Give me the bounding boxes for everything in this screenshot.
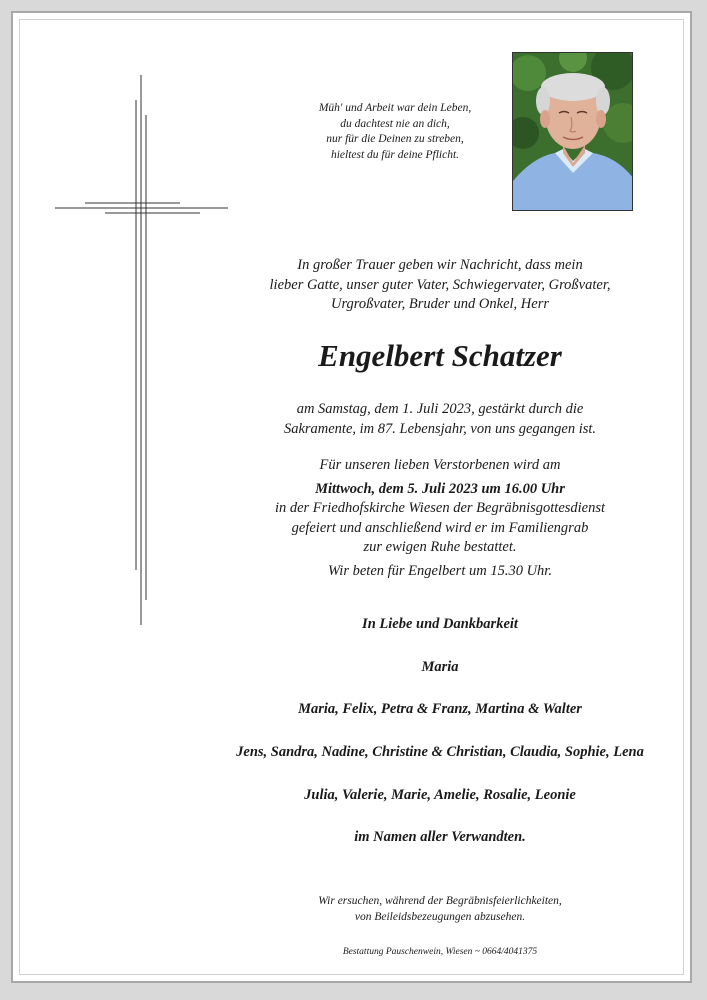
funeral-location-line: zur ewigen Ruhe bestattet. (363, 539, 517, 555)
funeral-information (220, 456, 660, 581)
mourners-relatives: im Namen aller Verwandten. (354, 829, 526, 845)
portrait-image (513, 53, 633, 211)
funeral-location-line: gefeiert und anschließend wird er im Familiengrab (291, 519, 589, 536)
funeral-date-time: Mittwoch, dem 5. Juli 2023 um 16.00 Uhr (315, 480, 565, 497)
funeral-lead: Für unseren lieben Verstorbenen wird am (319, 457, 561, 473)
poem-line: nur für die Deinen zu streben, (326, 133, 464, 145)
deceased-name: Engelbert Schatzer (318, 338, 562, 373)
funeral-location-line: in der Friedhofskirche Wiesen der Begräbnisgottesdienst (274, 500, 606, 516)
condolence-request-line: von Beileidsbezeugungen abzusehen. (354, 911, 526, 923)
mourners-spouse: Maria (421, 659, 459, 675)
announcement-intro (220, 256, 660, 315)
mourners-heading: In Liebe und Dankbarkeit (362, 616, 518, 632)
memorial-poem (270, 101, 520, 163)
undertaker-info: Bestattung Pauschenwein, Wiesen ~ 0664/4041375 (342, 947, 538, 957)
poem-line: du dachtest nie an dich, (340, 117, 450, 130)
death-details-line: am Samstag, dem 1. Juli 2023, gestärkt durch die (296, 401, 584, 417)
mourners-children: Maria, Felix, Petra & Franz, Martina & Walter (298, 701, 582, 717)
prayer-time: Wir beten für Engelbert um 15.30 Uhr. (328, 562, 552, 579)
death-details (220, 400, 660, 439)
intro-line: lieber Gatte, unser guter Vater, Schwiegervater, Großvater, (269, 276, 611, 293)
death-details-line: Sakramente, im 87. Lebensjahr, von uns gegangen ist. (283, 420, 597, 437)
intro-line: Urgroßvater, Bruder und Onkel, Herr (330, 296, 549, 312)
poem-line: Müh' und Arbeit war dein Leben, (318, 102, 472, 114)
poem-line: hieltest du für deine Pflicht. (330, 148, 460, 161)
portrait-photo (512, 52, 633, 211)
condolence-request (220, 893, 660, 925)
mourners-grandchildren: Jens, Sandra, Nadine, Christine & Christian, Claudia, Sophie, Lena (236, 744, 644, 760)
intro-line: In großer Trauer geben wir Nachricht, dass mein (297, 257, 583, 273)
condolence-request-line: Wir ersuchen, während der Begräbnisfeierlichkeiten, (318, 895, 562, 907)
mourners-great-grandchildren: Julia, Valerie, Marie, Amelie, Rosalie, Leonie (304, 787, 576, 803)
